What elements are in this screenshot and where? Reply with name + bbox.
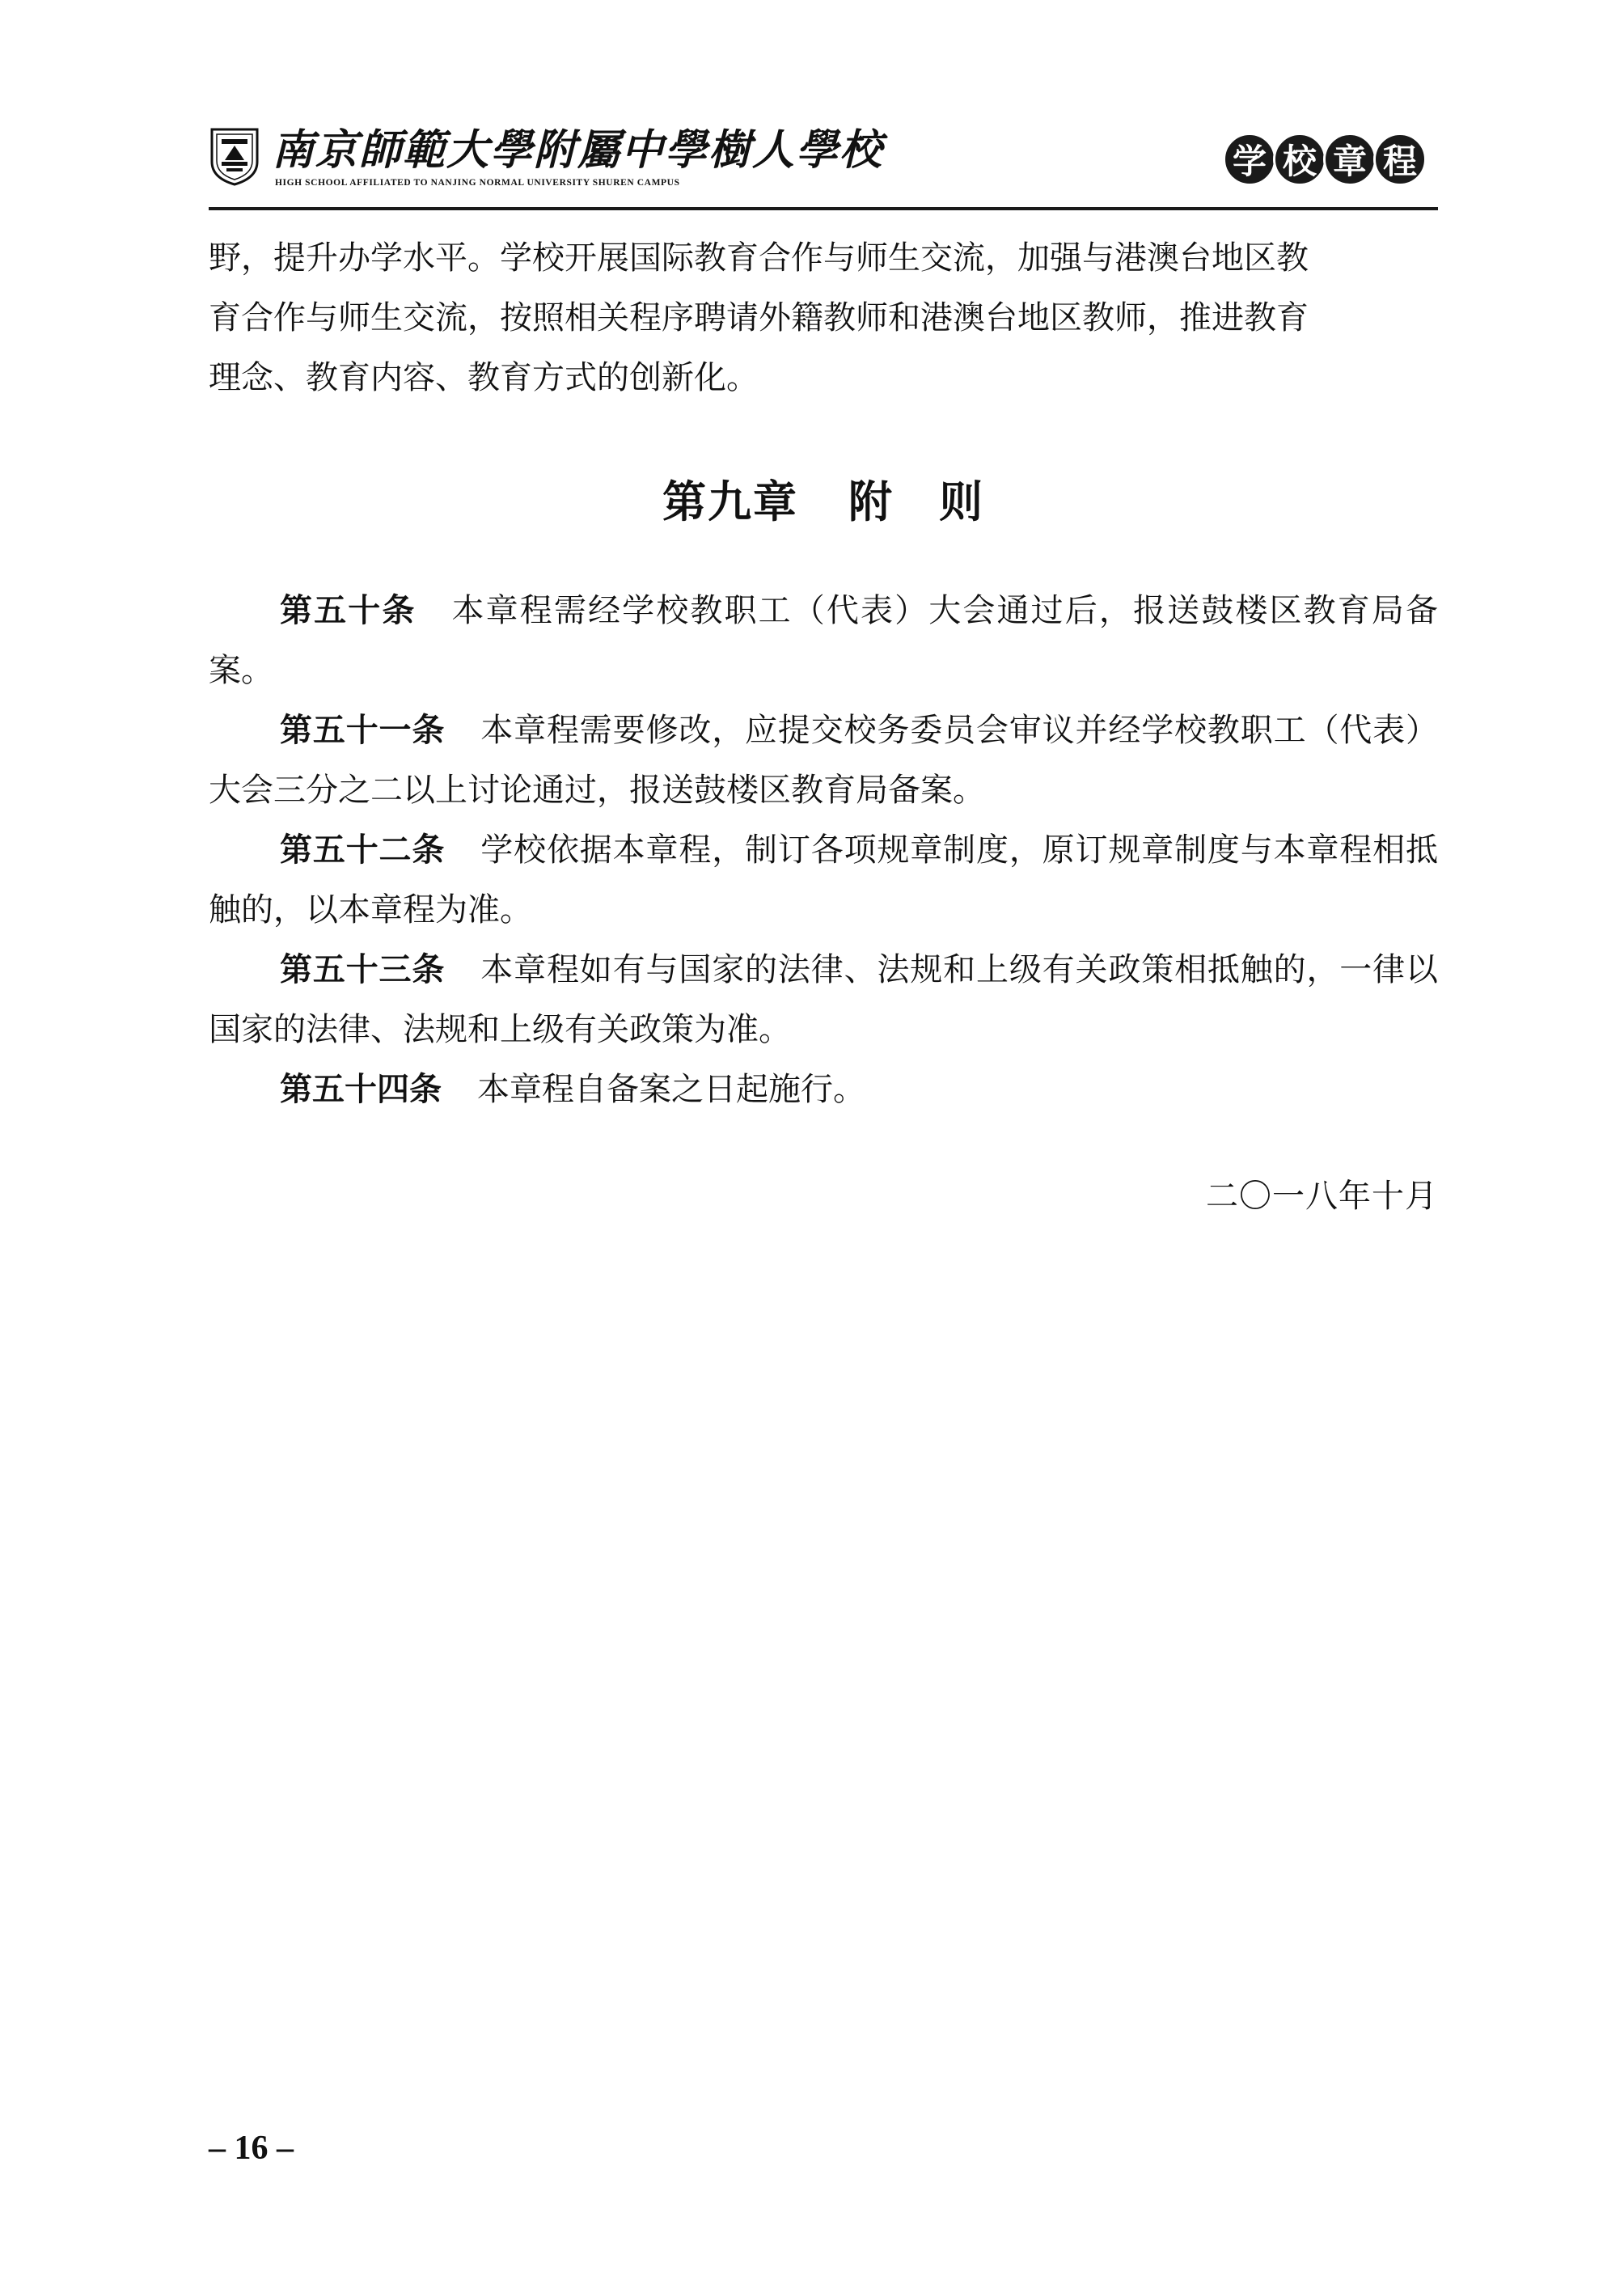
badge-char: 程 (1373, 133, 1427, 186)
article-54 (209, 1060, 1438, 1119)
badge-char: 校 (1273, 133, 1326, 186)
article-number: 第五十一条 (280, 712, 446, 749)
article-number: 第五十四条 (280, 1071, 442, 1108)
intro-line: 育合作与师生交流，按照相关程序聘请外籍教师和港澳台地区教师，推进教育 (209, 299, 1309, 336)
chapter-number: 第九章 (662, 476, 798, 527)
page-number: – 16 – (209, 2130, 294, 2167)
article-text: 本章程需经学校教职工（代表）大会通过后，报送鼓楼区教育局备案。 (209, 592, 1438, 689)
chapter-name: 附 则 (848, 476, 984, 527)
article-52 (209, 820, 1438, 940)
article-number: 第五十三条 (280, 951, 446, 988)
intro-line: 野，提升办学水平。学校开展国际教育合作与师生交流，加强与港澳台地区教 (209, 239, 1309, 277)
section-badges (1226, 133, 1427, 186)
school-name-english: HIGH SCHOOL AFFILIATED TO NANJING NORMAL UNIVERSITY SHUREN CAMPUS (275, 178, 680, 188)
page-content (209, 228, 1438, 1226)
school-name-chinese: 南京師範大學附屬中學樹人學校 (272, 125, 884, 175)
article-53 (209, 940, 1438, 1060)
badge-char: 章 (1323, 133, 1377, 186)
page-header (209, 121, 1438, 209)
chapter-title (209, 472, 1438, 532)
article-text: 学校依据本章程，制订各项规章制度，原订规章制度与本章程相抵触的，以本章程为准。 (209, 831, 1439, 929)
article-number: 第五十二条 (280, 831, 446, 869)
document-date: 二〇一八年十月 (1206, 1178, 1438, 1215)
badge-char: 学 (1223, 133, 1276, 186)
intro-line: 理念、教育内容、教育方式的创新化。 (209, 359, 759, 396)
article-text: 本章程自备案之日起施行。 (477, 1071, 865, 1108)
article-text: 本章程需要修改，应提交校务委员会审议并经学校教职工（代表）大会三分之二以上讨论通过，报送鼓楼区教育局备案。 (209, 712, 1439, 809)
header-divider (209, 207, 1438, 210)
article-text: 本章程如有与国家的法律、法规和上级有关政策相抵触的，一律以国家的法律、法规和上级有关政策为准。 (209, 951, 1439, 1048)
article-50 (209, 581, 1438, 700)
article-51 (209, 700, 1438, 820)
article-number: 第五十条 (280, 592, 417, 629)
school-crest-icon (209, 125, 260, 186)
